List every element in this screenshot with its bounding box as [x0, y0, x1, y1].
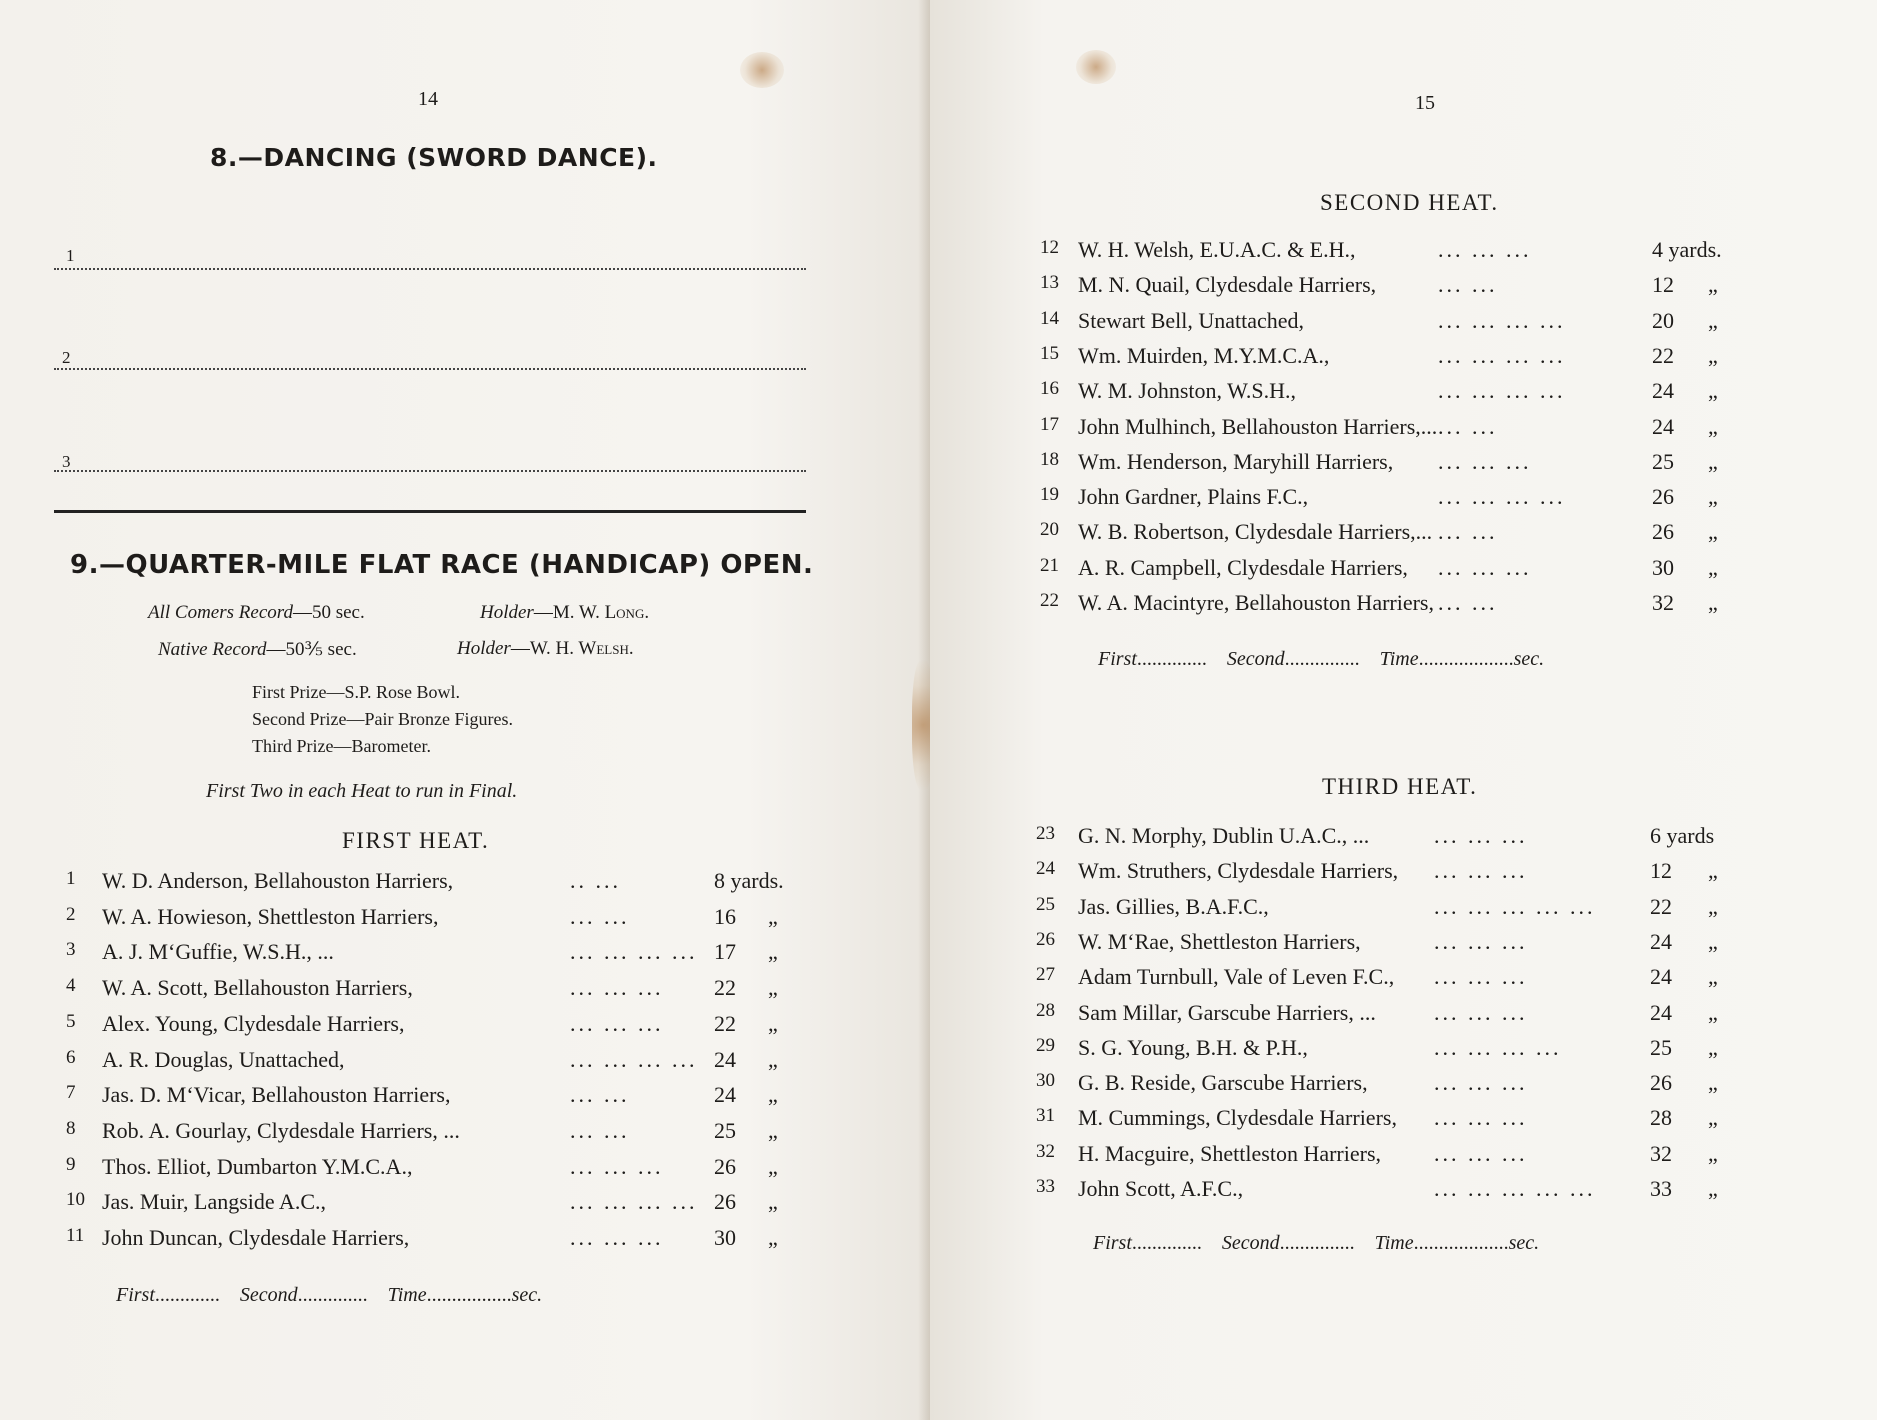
entry-number: 33 [1036, 1176, 1055, 1197]
place-line [54, 368, 806, 370]
entry-number: 26 [1036, 928, 1055, 950]
ditto-mark: „ [768, 1010, 778, 1036]
entry-number: 13 [1040, 272, 1059, 294]
leader-dots: ... ... ... [570, 975, 664, 1001]
leader-dots: ... ... ... ... [570, 1189, 698, 1215]
ditto-mark: „ [1708, 307, 1718, 333]
entry-handicap: 24 [714, 1082, 736, 1108]
entry-name: A. R. Campbell, Clydesdale Harriers, [1078, 554, 1408, 580]
entry-name: W. H. Welsh, E.U.A.C. & E.H., [1078, 237, 1356, 262]
entry-name: M. Cummings, Clydesdale Harriers, [1078, 1105, 1397, 1131]
entry-handicap: 24 [1650, 999, 1672, 1025]
record-label: Native Record [158, 639, 267, 660]
entry-number: 10 [66, 1189, 85, 1211]
native-holder [457, 638, 634, 660]
leader-dots: ... ... ... [1434, 1140, 1528, 1166]
entry-handicap: 4 yards. [1652, 237, 1722, 262]
entry-row [54, 904, 824, 939]
entry-row [54, 1154, 824, 1189]
ditto-mark: „ [1708, 590, 1718, 615]
leader-dots: ... ... [570, 1117, 630, 1143]
leader-dots: .. ... [570, 868, 621, 893]
event-9-title: 9.—QUARTER-MILE FLAT RACE (HANDICAP) OPEN. [70, 550, 814, 580]
record-value: —50 sec. [292, 602, 365, 623]
leader-dots: ... ... ... ... [1438, 307, 1566, 333]
entry-name: Adam Turnbull, Vale of Leven F.C., [1078, 964, 1395, 990]
leader-dots: ... ... ... [1438, 448, 1532, 474]
entry-handicap: 25 [714, 1117, 736, 1143]
leader-dots: ... ... ... [570, 1010, 664, 1036]
entry-handicap: 25 [1652, 448, 1674, 474]
entry-name: H. Macguire, Shettleston Harriers, [1078, 1140, 1382, 1166]
entry-name: W. A. Scott, Bellahouston Harriers, [102, 975, 413, 1001]
leader-dots: ... ... ... ... [1438, 378, 1566, 404]
place-line [54, 268, 806, 270]
leader-dots: ... ... ... [1438, 554, 1532, 580]
entry-name: Rob. A. Gourlay, Clydesdale Harriers, ... [102, 1117, 460, 1143]
entry-number: 22 [1040, 590, 1059, 611]
entry-name: A. R. Douglas, Unattached, [102, 1046, 345, 1072]
entry-number: 19 [1040, 484, 1059, 506]
entry-number: 5 [66, 1010, 76, 1032]
ditto-mark: „ [1708, 1176, 1718, 1201]
leader-dots: ... ... ... [1438, 237, 1532, 262]
entry-row [1036, 1035, 1836, 1070]
entry-handicap: 33 [1650, 1176, 1672, 1201]
entry-name: W. B. Robertson, Clydesdale Harriers,... [1078, 519, 1433, 545]
entry-handicap: 24 [1652, 413, 1674, 439]
entry-number: 7 [66, 1082, 76, 1104]
entry-handicap: 30 [714, 1225, 736, 1250]
first-heat-result [116, 1284, 542, 1307]
entry-name: Jas. Gillies, B.A.F.C., [1078, 893, 1269, 919]
leader-dots: ... ... ... ... ... [1434, 893, 1596, 919]
leader-dots: ... ... ... [1434, 1070, 1528, 1096]
ditto-mark: „ [1708, 1070, 1718, 1096]
entry-name: Wm. Henderson, Maryhill Harriers, [1078, 448, 1394, 474]
entry-number: 8 [66, 1117, 76, 1139]
entry-handicap: 17 [714, 939, 736, 965]
entry-row [1036, 929, 1836, 964]
entry-name: G. B. Reside, Garscube Harriers, [1078, 1070, 1368, 1096]
entry-number: 21 [1040, 554, 1059, 576]
page-number: 15 [1415, 92, 1435, 114]
result-time-label: Time [1379, 648, 1419, 670]
leader-dots: ... ... ... [1434, 964, 1528, 990]
entry-handicap: 26 [1650, 1070, 1672, 1096]
entry-handicap: 8 yards. [714, 868, 784, 893]
leader-dots: ... ... ... [1434, 999, 1528, 1025]
entry-name: G. N. Morphy, Dublin U.A.C., ... [1078, 823, 1370, 848]
foxing-stain [1076, 50, 1116, 84]
entry-handicap: 32 [1652, 590, 1674, 615]
leader-dots: ... ... [570, 1082, 630, 1108]
entry-number: 6 [66, 1046, 76, 1068]
entry-row [1040, 484, 1840, 519]
record-label: All Comers Record [148, 602, 293, 623]
entry-name: John Gardner, Plains F.C., [1078, 484, 1309, 510]
leader-dots: ... ... [1438, 590, 1498, 615]
leader-dots: ... ... ... ... [1438, 484, 1566, 510]
entry-row [1040, 272, 1840, 307]
entry-number: 25 [1036, 893, 1055, 915]
entry-number: 30 [1036, 1070, 1055, 1092]
ditto-mark: „ [1708, 1140, 1718, 1166]
holder-value: —M. W. Long. [533, 602, 650, 623]
ditto-mark: „ [1708, 858, 1718, 884]
entry-name: John Duncan, Clydesdale Harriers, [102, 1225, 410, 1250]
entry-row [1040, 449, 1840, 484]
result-time-blank[interactable]: ................... [1418, 648, 1514, 670]
entry-handicap: 26 [714, 1153, 736, 1179]
leader-dots: ... ... ... ... ... [1434, 1176, 1596, 1201]
result-unit: sec. [1513, 648, 1545, 670]
result-first-blank[interactable]: .............. [1136, 648, 1222, 670]
entry-name: Stewart Bell, Unattached, [1078, 307, 1305, 333]
entry-name: Alex. Young, Clydesdale Harriers, [102, 1010, 405, 1036]
entry-name: S. G. Young, B.H. & P.H., [1078, 1034, 1308, 1060]
place-number: 1 [66, 246, 75, 265]
entry-number: 2 [66, 903, 76, 925]
ditto-mark: „ [1708, 1034, 1718, 1060]
entry-handicap: 24 [1650, 928, 1672, 954]
entry-row [1040, 343, 1840, 378]
entry-row [1036, 1105, 1836, 1140]
place-number: 3 [62, 452, 71, 471]
ditto-mark: „ [1708, 1105, 1718, 1131]
result-second-label: Second [1221, 1232, 1280, 1254]
entry-name: M. N. Quail, Clydesdale Harriers, [1078, 272, 1377, 298]
holder-label: Holder [480, 602, 534, 623]
second-heat-title: SECOND HEAT. [1320, 190, 1499, 215]
ditto-mark: „ [1708, 519, 1718, 545]
entry-name: W. A. Howieson, Shettleston Harriers, [102, 903, 439, 929]
ditto-mark: „ [1708, 928, 1718, 954]
all-comers-holder [480, 602, 649, 624]
entry-number: 32 [1036, 1140, 1055, 1162]
all-comers-record [148, 602, 365, 624]
ditto-mark: „ [1708, 413, 1718, 439]
entry-handicap: 24 [1650, 964, 1672, 990]
leader-dots: ... ... ... ... [1438, 342, 1566, 368]
leader-dots: ... ... ... [570, 1225, 664, 1250]
entry-row [1036, 894, 1836, 929]
entry-row [1040, 237, 1840, 272]
holder-label: Holder [457, 638, 511, 659]
entry-handicap: 26 [1652, 519, 1674, 545]
leader-dots: ... ... ... ... [570, 1046, 698, 1072]
leader-dots: ... ... ... [1434, 928, 1528, 954]
entry-handicap: 22 [714, 975, 736, 1001]
entry-name: Wm. Muirden, M.Y.M.C.A., [1078, 342, 1330, 368]
entry-number: 3 [66, 939, 76, 961]
heat-note: First Two in each Heat to run in Final. [206, 780, 518, 802]
ditto-mark: „ [768, 1046, 778, 1072]
result-time-label: Time [387, 1284, 427, 1306]
entry-row [1036, 964, 1836, 999]
entry-row [54, 1082, 824, 1117]
entry-handicap: 22 [1652, 342, 1674, 368]
entry-name: W. A. Macintyre, Bellahouston Harriers, [1078, 590, 1434, 615]
entry-handicap: 20 [1652, 307, 1674, 333]
ditto-mark: „ [768, 939, 778, 965]
entry-name: Thos. Elliot, Dumbarton Y.M.C.A., [102, 1153, 413, 1179]
ditto-mark: „ [1708, 554, 1718, 580]
right-page [930, 0, 1877, 1420]
leader-dots: ... ... ... [570, 1153, 664, 1179]
entry-handicap: 22 [1650, 893, 1672, 919]
leader-dots: ... ... ... ... [1434, 1034, 1562, 1060]
entry-handicap: 12 [1652, 272, 1674, 298]
entry-name: W. M‘Rae, Shettleston Harriers, [1078, 928, 1361, 954]
result-first-blank[interactable]: .............. [1131, 1232, 1217, 1254]
prize-second: Second Prize—Pair Bronze Figures. [252, 709, 513, 729]
entry-name: Jas. Muir, Langside A.C., [102, 1189, 326, 1215]
result-second-blank[interactable]: .............. [297, 1284, 383, 1306]
entry-row [1040, 590, 1840, 625]
entry-handicap: 26 [1652, 484, 1674, 510]
entry-number: 27 [1036, 964, 1055, 986]
entry-number: 16 [1040, 378, 1059, 400]
entry-row [1040, 308, 1840, 343]
entry-row [1040, 555, 1840, 590]
entry-name: W. M. Johnston, W.S.H., [1078, 378, 1297, 404]
leader-dots: ... ... [1438, 413, 1498, 439]
entry-number: 15 [1040, 342, 1059, 364]
ditto-mark: „ [768, 1082, 778, 1108]
ditto-mark: „ [1708, 893, 1718, 919]
ditto-mark: „ [1708, 342, 1718, 368]
foxing-stain [740, 52, 784, 88]
entry-number: 24 [1036, 858, 1055, 880]
second-heat-result [1098, 648, 1544, 671]
entry-row [1036, 858, 1836, 893]
entry-handicap: 32 [1650, 1140, 1672, 1166]
event-8-title: 8.—DANCING (SWORD DANCE). [210, 143, 658, 172]
native-record [158, 638, 357, 661]
left-page [0, 0, 930, 1420]
result-second-label: Second [239, 1284, 298, 1306]
ditto-mark: „ [768, 1189, 778, 1215]
entry-number: 29 [1036, 1034, 1055, 1056]
entry-name: Sam Millar, Garscube Harriers, ... [1078, 999, 1376, 1025]
entry-row [54, 1047, 824, 1082]
result-second-blank[interactable]: ............... [1279, 1232, 1370, 1254]
entry-name: Jas. D. M‘Vicar, Bellahouston Harriers, [102, 1082, 451, 1108]
leader-dots: ... ... [1438, 272, 1498, 298]
entry-name: John Mulhinch, Bellahouston Harriers,... [1078, 413, 1438, 439]
entry-number: 1 [66, 868, 76, 889]
entry-row [1036, 823, 1836, 858]
ditto-mark: „ [1708, 964, 1718, 990]
third-heat-result [1093, 1232, 1539, 1255]
entry-number: 14 [1040, 307, 1059, 329]
entry-row [1036, 1070, 1836, 1105]
entry-number: 28 [1036, 999, 1055, 1021]
entry-number: 18 [1040, 448, 1059, 470]
entry-row [54, 1011, 824, 1046]
entry-name: John Scott, A.F.C., [1078, 1176, 1244, 1201]
prize-first: First Prize—S.P. Rose Bowl. [252, 682, 461, 702]
prize-third: Third Prize—Barometer. [252, 736, 431, 756]
entry-handicap: 16 [714, 903, 736, 929]
leader-dots: ... ... ... [1434, 1105, 1528, 1131]
entry-handicap: 24 [714, 1046, 736, 1072]
entry-handicap: 24 [1652, 378, 1674, 404]
entry-handicap: 25 [1650, 1034, 1672, 1060]
first-heat-title: FIRST HEAT. [342, 828, 490, 853]
entry-row [1040, 414, 1840, 449]
entry-row [54, 1225, 824, 1260]
entry-row [54, 1189, 824, 1224]
entry-row [1036, 1141, 1836, 1176]
entry-number: 31 [1036, 1105, 1055, 1127]
ditto-mark: „ [768, 1117, 778, 1143]
entry-handicap: 26 [714, 1189, 736, 1215]
leader-dots: ... ... ... [1434, 858, 1528, 884]
entry-number: 9 [66, 1153, 76, 1175]
place-line [54, 470, 806, 472]
third-heat-title: THIRD HEAT. [1322, 774, 1478, 799]
entry-name: Wm. Struthers, Clydesdale Harriers, [1078, 858, 1399, 884]
result-time-label: Time [1374, 1232, 1414, 1254]
entry-row [1036, 1000, 1836, 1035]
entry-handicap: 28 [1650, 1105, 1672, 1131]
entry-number: 4 [66, 975, 76, 997]
result-first-blank[interactable]: ............. [154, 1284, 235, 1306]
entry-row [1040, 378, 1840, 413]
result-first-label: First [116, 1284, 155, 1306]
entry-row [54, 868, 824, 903]
leader-dots: ... ... [570, 903, 630, 929]
ditto-mark: „ [768, 1153, 778, 1179]
ditto-mark: „ [1708, 484, 1718, 510]
holder-value: —W. H. Welsh. [510, 638, 634, 659]
section-rule [54, 510, 806, 513]
entry-number: 17 [1040, 413, 1059, 435]
ditto-mark: „ [768, 975, 778, 1001]
ditto-mark: „ [1708, 999, 1718, 1025]
entry-row [54, 975, 824, 1010]
entry-row [1036, 1176, 1836, 1211]
ditto-mark: „ [1708, 378, 1718, 404]
record-value: —50⅗ sec. [266, 639, 357, 660]
entry-name: W. D. Anderson, Bellahouston Harriers, [102, 868, 454, 893]
ditto-mark: „ [768, 1225, 778, 1250]
entry-row [1040, 519, 1840, 554]
ditto-mark: „ [768, 903, 778, 929]
ditto-mark: „ [1708, 272, 1718, 298]
entry-number: 20 [1040, 519, 1059, 541]
entry-number: 11 [66, 1225, 85, 1246]
result-time-blank[interactable]: ................... [1413, 1232, 1509, 1254]
result-second-label: Second [1226, 648, 1285, 670]
entry-handicap: 6 yards [1650, 823, 1715, 848]
entry-row [54, 1118, 824, 1153]
entry-handicap: 22 [714, 1010, 736, 1036]
entry-handicap: 12 [1650, 858, 1672, 884]
entry-row [54, 939, 824, 974]
entry-name: A. J. M‘Guffie, W.S.H., ... [102, 939, 334, 965]
result-unit: sec. [1508, 1232, 1540, 1254]
entry-number: 23 [1036, 823, 1055, 844]
result-second-blank[interactable]: ............... [1284, 648, 1375, 670]
leader-dots: ... ... ... ... [570, 939, 698, 965]
leader-dots: ... ... ... [1434, 823, 1528, 848]
leader-dots: ... ... [1438, 519, 1498, 545]
place-number: 2 [62, 348, 71, 367]
result-first-label: First [1098, 648, 1137, 670]
entry-handicap: 30 [1652, 554, 1674, 580]
result-first-label: First [1093, 1232, 1132, 1254]
result-time-blank[interactable]: ................. [426, 1284, 512, 1306]
ditto-mark: „ [1708, 448, 1718, 474]
result-unit: sec. [511, 1284, 543, 1306]
entry-number: 12 [1040, 237, 1059, 258]
page-number: 14 [418, 88, 438, 110]
